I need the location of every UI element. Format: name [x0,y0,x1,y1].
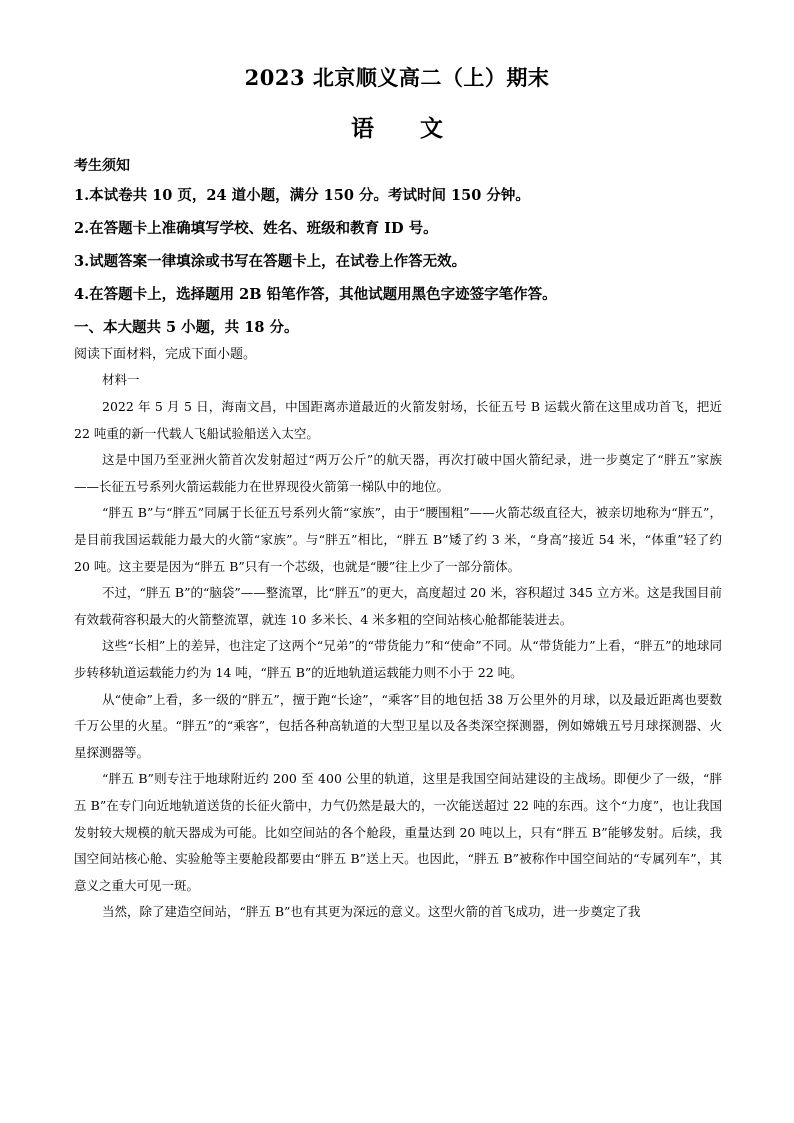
paragraph: “胖五 B”则专注于地球附近约 200 至 400 公里的轨道，这里是我国空间站建设的主战场。即便少了一级，“胖五 B”在专门向近地轨道送货的长征火箭中，力气仍然是最大的，一次能送超过 22 吨的东西。这个“力度”，也让我国发射较大规模的航天器成为可能。比如空间站的各个舱段，重量达到 20 吨以上，只有“胖五 B”能够发射。后续，我国空间站核心舱、实验舱等主要舱段都要由“胖五 B”送上天。也因此，“胖五 B”被称作中国空间站的“专属列车”，其意义之重大可见一斑。 [74,771,722,893]
paragraph: 2022 年 5 月 5 日，海南文昌，中国距离赤道最近的火箭发射场，长征五号 B 运载火箭在这里成功首飞，把近 22 吨重的新一代载人飞船试验船送入太空。 [74,399,722,441]
section-instruction: 阅读下面材料，完成下面小题。 [74,347,257,362]
paragraph: 这是中国乃至亚洲火箭首次发射超过“两万公斤”的航天器，再次打破中国火箭纪录，进一步奠定了“胖五”家族——长征五号系列火箭运载能力在世界现役火箭第一梯队中的地位。 [74,452,722,494]
paragraph: “胖五 B”与“胖五”同属于长征五号系列火箭“家族”，由于“腰围粗”——火箭芯级直径大，被亲切地称为“胖五”，是目前我国运载能力最大的火箭“家族”。与“胖五”相比，“胖五 B”矮了约 3 米，“身高”接近 54 米，“体重”轻了约 20 吨。这主要是因为“胖五 B”只有一个芯级，也就是“腰”往上少了一部分箭体。 [74,505,722,574]
material-label: 材料一 [102,372,140,387]
notice-heading: 考生须知 [74,158,130,174]
notice-rule: 1.本试卷共 10 页，24 道小题，满分 150 分。考试时间 150 分钟。 [74,187,530,204]
notice-rule: 3.试题答案一律填涂或书写在答题卡上，在试卷上作答无效。 [74,253,467,270]
notice-rule: 2.在答题卡上准确填写学校、姓名、班级和教育 ID 号。 [74,220,438,237]
section-heading: 一、本大题共 5 小题，共 18 分。 [74,319,299,336]
paragraph: 从“使命”上看，多一级的“胖五”，擅于跑“长途”，“乘客”目的地包括 38 万公里外的月球，以及最近距离也要数千万公里的火星。“胖五”的“乘客”，包括各种高轨道的大型卫星以及各类深空探测器，例如嫦娥五号月球探测器、火星探测器等。 [74,691,722,760]
paragraph: 当然，除了建造空间站，“胖五 B”也有其更为深远的意义。这型火箭的首飞成功，进一步奠定了我 [102,904,641,920]
notice-rule: 4.在答题卡上，选择题用 2B 铅笔作答，其他试题用黑色字迹签字笔作答。 [74,286,557,303]
paragraph: 不过，“胖五 B”的“脑袋”——整流罩，比“胖五”的更大，高度超过 20 米，容积超过 345 立方米。这是我国目前有效载荷容积最大的火箭整流罩，就连 10 多米长、4 米多粗的空间站核心舱都能装进去。 [74,585,722,627]
exam-title: 2023 北京顺义高二（上）期末 [244,65,550,90]
paragraph: 这些“长相”上的差异，也注定了这两个“兄弟”的“带货能力”和“使命”不同。从“带货能力”上看，“胖五”的地球同步转移轨道运载能力约为 14 吨，“胖五 B”的近地轨道运载能力则不小于 22 吨。 [74,638,722,680]
material-body [74,394,722,926]
subject-title: 语 文 [350,115,443,142]
